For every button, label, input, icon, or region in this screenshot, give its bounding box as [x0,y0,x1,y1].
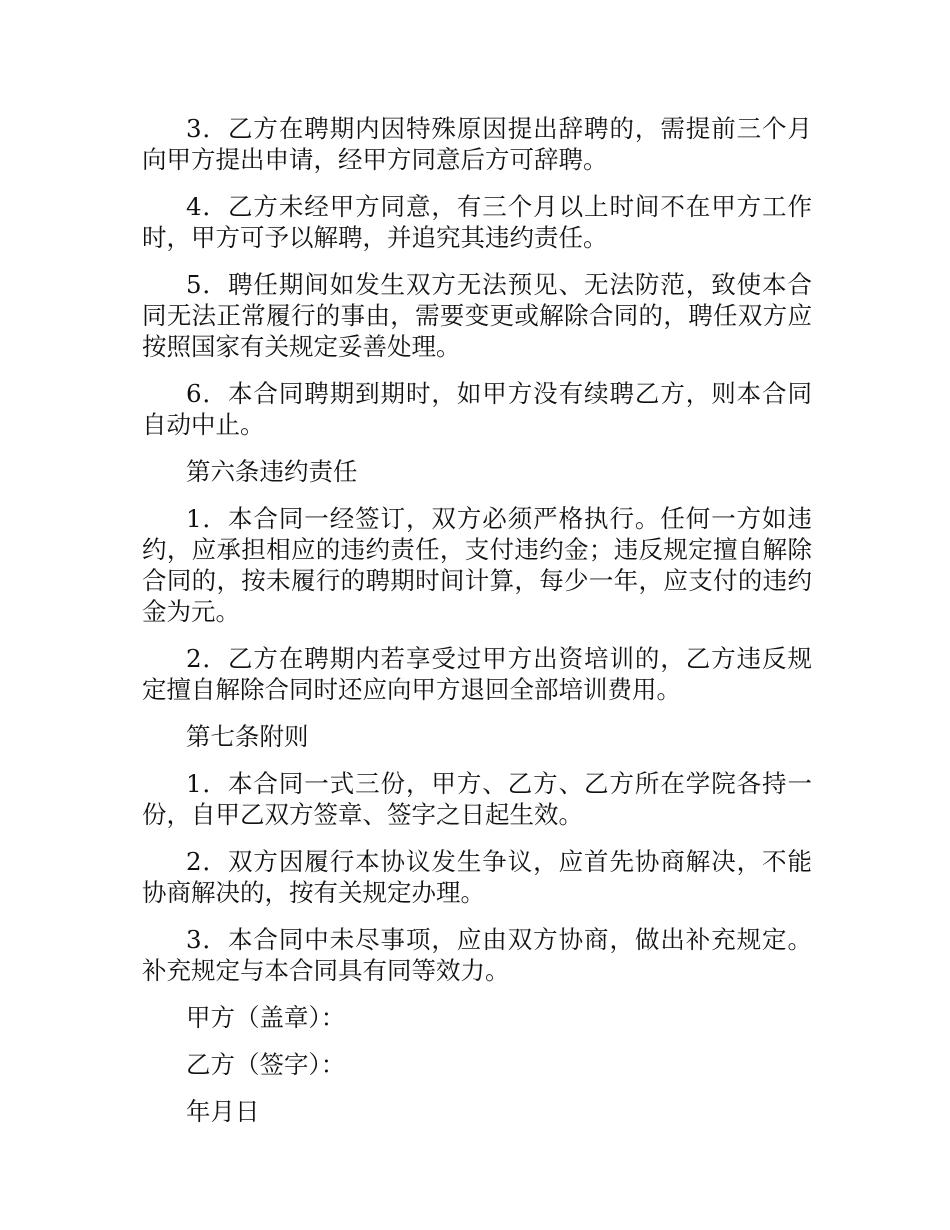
clause-5-4: 4．乙方未经甲方同意，有三个月以上时间不在甲方工作时，甲方可予以解聘，并追究其违约责任。 [142,192,812,252]
clause-5-3: 3．乙方在聘期内因特殊原因提出辞聘的，需提前三个月向甲方提出申请，经甲方同意后方可辞聘。 [142,114,812,174]
clause-7-2: 2．双方因履行本协议发生争议，应首先协商解决，不能协商解决的，按有关规定办理。 [142,847,812,907]
article-7-heading: 第七条附则 [186,722,309,751]
clause-6-1: 1．本合同一经签订，双方必须严格执行。任何一方如违约，应承担相应的违约责任，支付违约金；违反规定擅自解除合同的，按未履行的聘期时间计算，每少一年，应支付的违约金为元。 [142,504,812,626]
clause-5-5: 5．聘任期间如发生双方无法预见、无法防范，致使本合同无法正常履行的事由，需要变更或解除合同的，聘任双方应按照国家有关规定妥善处理。 [142,270,812,361]
document-body [142,113,812,1127]
party-a-seal-line: 甲方（盖章）： [186,1003,346,1032]
date-line: 年月日 [186,1097,260,1126]
clause-5-6: 6．本合同聘期到期时，如甲方没有续聘乙方，则本合同自动中止。 [142,379,812,439]
clause-6-2: 2．乙方在聘期内若享受过甲方出资培训的，乙方违反规定擅自解除合同时还应向甲方退回全部培训费用。 [142,644,812,704]
party-b-signature-line: 乙方（签字）： [186,1050,346,1079]
article-6-heading: 第六条违约责任 [186,457,358,486]
clause-7-3: 3．本合同中未尽事项，应由双方协商，做出补充规定。补充规定与本合同具有同等效力。 [142,925,812,985]
clause-7-1: 1．本合同一式三份，甲方、乙方、乙方所在学院各持一份，自甲乙双方签章、签字之日起生效。 [142,769,812,829]
